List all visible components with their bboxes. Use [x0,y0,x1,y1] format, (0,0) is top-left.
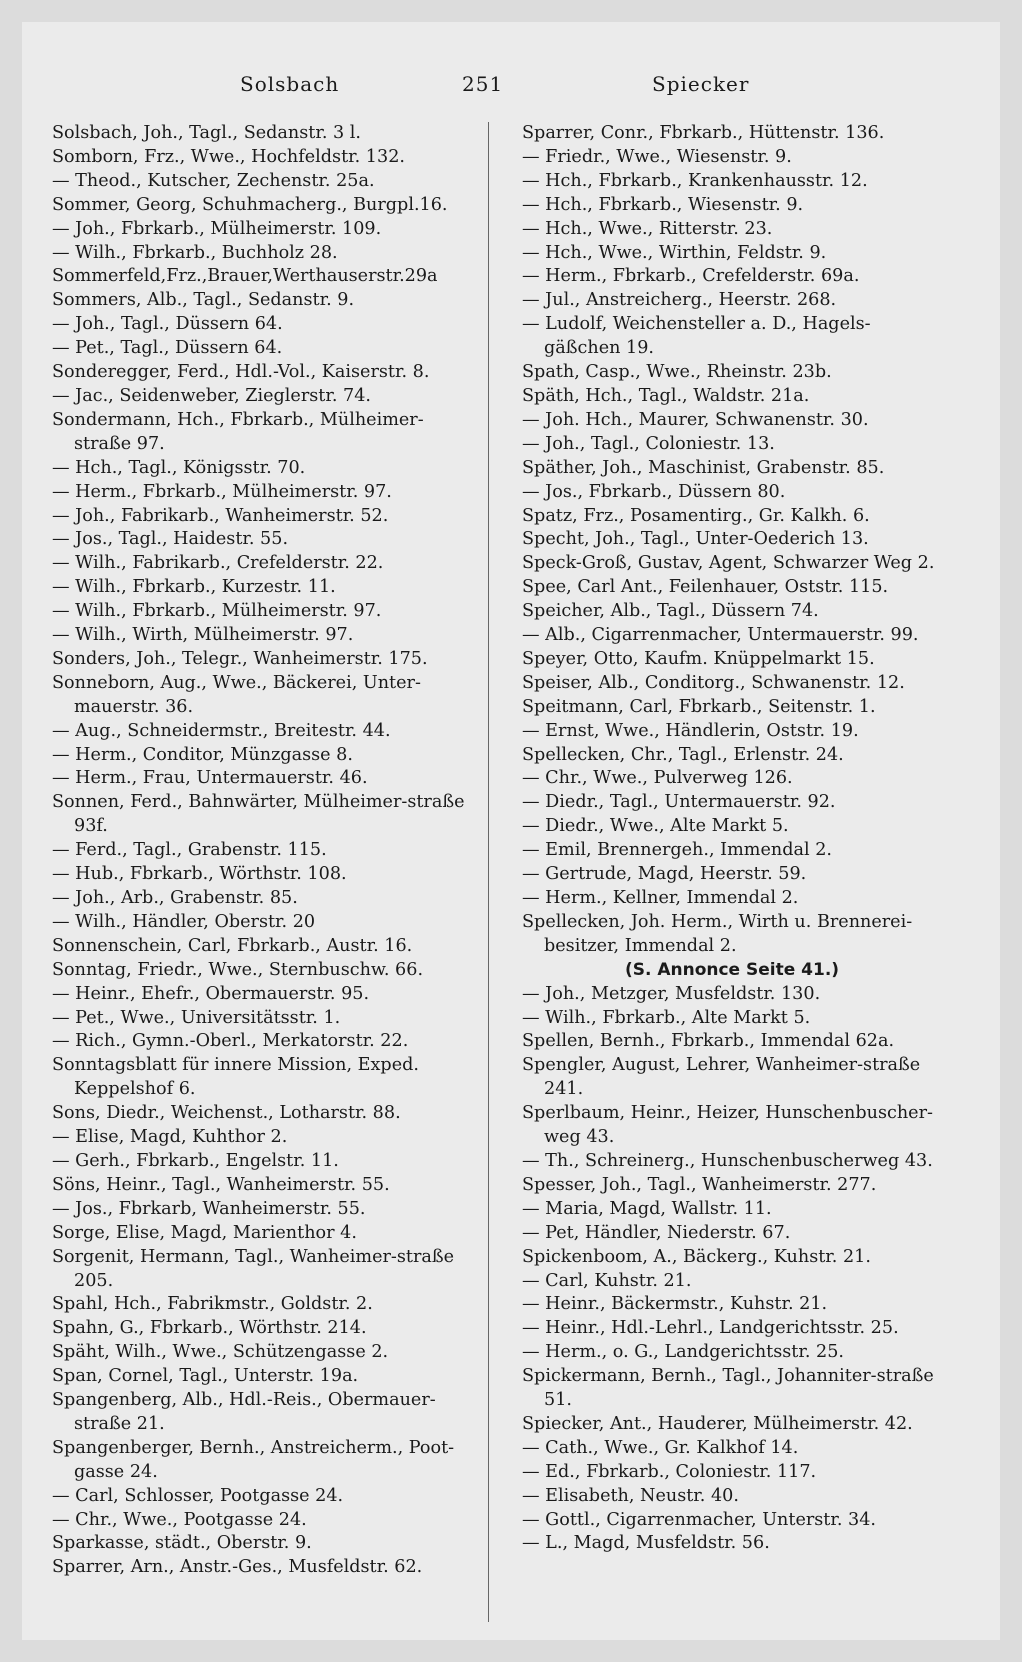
directory-entry: — Hch., Fbrkarb., Krankenhausstr. 12. [522,170,868,191]
directory-entry: — Cath., Wwe., Gr. Kalkhof 14. [522,1437,799,1458]
directory-entry: — Joh. Hch., Maurer, Schwanenstr. 30. [522,409,869,430]
directory-entry: — Jos., Fbrkarb, Wanheimerstr. 55. [52,1198,366,1219]
directory-entry: — Ed., Fbrkarb., Coloniestr. 117. [522,1461,817,1482]
directory-entry: Spahl, Hch., Fabrikmstr., Goldstr. 2. [52,1294,373,1315]
directory-entry: Sommer, Georg, Schuhmacherg., Burgpl.16. [52,194,448,215]
directory-entry: — Herm., Kellner, Immendal 2. [522,888,799,908]
directory-entry: — Ernst, Wwe., Händlerin, Oststr. 19. [522,720,859,741]
directory-entry: Somborn, Frz., Wwe., Hochfeldstr. 132. [52,146,405,167]
directory-entry: — Carl, Kuhstr. 21. [522,1270,692,1291]
directory-entry: Sorge, Elise, Magd, Marienthor 4. [52,1222,357,1243]
directory-entry: — Hch., Fbrkarb., Wiesenstr. 9. [522,194,804,215]
directory-entry: — Rich., Gymn.-Oberl., Merkatorstr. 22. [52,1031,409,1052]
directory-entry: — Gertrude, Magd, Heerstr. 59. [522,864,807,885]
directory-entry: Spellecken, Chr., Tagl., Erlenstr. 24. [522,744,844,765]
directory-entry: Sonders, Joh., Telegr., Wanheimerstr. 175. [52,648,428,669]
directory-entry: — Joh., Arb., Grabenstr. 85. [52,888,298,908]
directory-entry: Späht, Wilh., Wwe., Schützengasse 2. [52,1342,389,1363]
directory-entry: Sonnen, Ferd., Bahnwärter, Mülheimer-straße 93f. [52,792,465,837]
directory-entry: — Carl, Schlosser, Pootgasse 24. [52,1485,344,1506]
directory-entry: Sommers, Alb., Tagl., Sedanstr. 9. [52,290,355,311]
directory-entry: — Wilh., Fabrikarb., Crefelderstr. 22. [52,553,384,574]
directory-entry: — Ferd., Tagl., Grabenstr. 115. [52,840,327,861]
directory-entry: Speck-Groß, Gustav, Agent, Schwarzer Weg 2. [522,553,935,574]
directory-entry: Spesser, Joh., Tagl., Wanheimerstr. 277. [522,1174,877,1195]
directory-entry: — Ludolf, Weichensteller a. D., Hagels-gäßchen 19. [522,314,871,359]
directory-entry: — Herm., Fbrkarb., Mülheimerstr. 97. [52,481,392,502]
directory-entry: Sparrer, Arn., Anstr.-Ges., Musfeldstr. 62. [52,1557,423,1578]
directory-entry: — Chr., Wwe., Pulverweg 126. [522,768,793,789]
directory-entry: Speicher, Alb., Tagl., Düssern 74. [522,601,819,622]
directory-entry: — Jul., Anstreicherg., Heerstr. 268. [522,290,837,311]
directory-entry: — Gottl., Cigarrenmacher, Unterstr. 34. [522,1509,877,1530]
directory-entry: Speyer, Otto, Kaufm. Knüppelmarkt 15. [522,648,875,669]
directory-entry: — Wilh., Fbrkarb., Mülheimerstr. 97. [52,601,382,622]
directory-entry: Span, Cornel, Tagl., Unterstr. 19a. [52,1366,359,1387]
page-header [22,72,1000,112]
directory-entry: Spellen, Bernh., Fbrkarb., Immendal 62a. [522,1031,895,1052]
directory-entry: Spahn, G., Fbrkarb., Wörthstr. 214. [52,1318,367,1339]
directory-entry: — Pet., Wwe., Universitätsstr. 1. [52,1007,341,1028]
directory-entry: — Pet., Tagl., Düssern 64. [52,338,283,359]
directory-entry: — Herm., Frau, Untermauerstr. 46. [52,768,368,789]
directory-entry: Sparkasse, städt., Oberstr. 9. [52,1533,312,1554]
directory-entry: — Jac., Seidenweber, Zieglerstr. 74. [52,385,371,406]
directory-entry: — Friedr., Wwe., Wiesenstr. 9. [522,146,792,167]
directory-entry: Speiser, Alb., Conditorg., Schwanenstr. 12. [522,672,905,693]
directory-entry: Sons, Diedr., Weichenst., Lotharstr. 88. [52,1103,401,1124]
directory-entry: — Jos., Fbrkarb., Düssern 80. [522,481,786,502]
directory-entry: — Elise, Magd, Kuhthor 2. [52,1127,288,1148]
directory-entry: — L., Magd, Musfeldstr. 56. [522,1533,770,1554]
directory-entry: — Diedr., Tagl., Untermauerstr. 92. [522,792,836,813]
directory-entry: Spath, Casp., Wwe., Rheinstr. 23b. [522,362,832,383]
directory-entry: Sonntagsblatt für innere Mission, Exped. Keppelshof 6. [52,1055,419,1100]
directory-entry: Spatz, Frz., Posamentirg., Gr. Kalkh. 6. [522,505,870,526]
directory-entry: Sonntag, Friedr., Wwe., Sternbuschw. 66. [52,959,424,980]
directory-entry: — Jos., Tagl., Haidestr. 55. [52,529,289,550]
directory-entry: — Emil, Brennergeh., Immendal 2. [522,840,832,861]
directory-entry: Söns, Heinr., Tagl., Wanheimerstr. 55. [52,1174,390,1195]
right-column [522,122,942,1556]
directory-entry: Sommerfeld,Frz.,Brauer,Werthauserstr.29a [52,266,438,287]
page-number: 251 [462,72,504,96]
directory-page [22,22,1000,1640]
directory-entry: — Herm., o. G., Landgerichtsstr. 25. [522,1342,844,1363]
header-left-keyword: Solsbach [240,72,340,96]
directory-entry: Solsbach, Joh., Tagl., Sedanstr. 3 l. [52,123,362,143]
header-right-keyword: Spiecker [652,72,750,96]
directory-entry: — Gerh., Fbrkarb., Engelstr. 11. [52,1150,339,1171]
directory-entry: — Wilh., Händler, Oberstr. 20 [52,911,316,932]
directory-entry: — Wilh., Wirth, Mülheimerstr. 97. [52,625,354,646]
directory-entry: Spickermann, Bernh., Tagl., Johanniter-straße 51. [522,1366,934,1411]
directory-entry: Sperlbaum, Heinr., Heizer, Hunschenbuscher-weg 43. [522,1103,933,1148]
directory-entry: Sonneborn, Aug., Wwe., Bäckerei, Unter-mauerstr. 36. [52,672,421,717]
directory-entry: Specht, Joh., Tagl., Unter-Oederich 13. [522,529,869,550]
directory-entry: Spee, Carl Ant., Feilenhauer, Oststr. 115. [522,577,889,598]
directory-entry: — Wilh., Fbrkarb., Kurzestr. 11. [52,577,336,598]
directory-entry: — Wilh., Fbrkarb., Buchholz 28. [52,242,338,263]
directory-entry: — Joh., Tagl., Coloniestr. 13. [522,433,775,454]
directory-entry: — Wilh., Fbrkarb., Alte Markt 5. [522,1007,811,1028]
directory-entry: — Joh., Fbrkarb., Mülheimerstr. 109. [52,218,382,239]
directory-entry: — Herm., Conditor, Münzgasse 8. [52,744,353,765]
directory-entry: — Th., Schreinerg., Hunschenbuscherweg 43. [522,1150,933,1171]
directory-entry: Speitmann, Carl, Fbrkarb., Seitenstr. 1. [522,696,876,717]
directory-entry: — Chr., Wwe., Pootgasse 24. [52,1509,307,1530]
directory-entry: — Hch., Wwe., Wirthin, Feldstr. 9. [522,242,827,263]
directory-entry: — Theod., Kutscher, Zechenstr. 25a. [52,170,375,191]
directory-entry: Spickenboom, A., Bäckerg., Kuhstr. 21. [522,1246,871,1267]
directory-entry: — Joh., Fabrikarb., Wanheimerstr. 52. [52,505,389,526]
directory-entry: — Heinr., Hdl.-Lehrl., Landgerichtsstr. 25. [522,1318,899,1339]
directory-entry: Sonderegger, Ferd., Hdl.-Vol., Kaiserstr. 8. [52,362,430,383]
directory-entry: — Hub., Fbrkarb., Wörthstr. 108. [52,864,347,885]
directory-entry: — Aug., Schneidermstr., Breitestr. 44. [52,720,391,741]
directory-entry: — Elisabeth, Neustr. 40. [522,1485,739,1506]
directory-entry: — Herm., Fbrkarb., Crefelderstr. 69a. [522,266,860,287]
directory-entry: — Maria, Magd, Wallstr. 11. [522,1198,772,1219]
directory-entry: Sondermann, Hch., Fbrkarb., Mülheimer-straße 97. [52,409,424,454]
directory-entry: — Heinr., Ehefr., Obermauerstr. 95. [52,983,370,1004]
directory-entry: Spellecken, Joh. Herm., Wirth u. Brennerei-besitzer, Immendal 2. [522,911,913,956]
directory-entry: Sparrer, Conr., Fbrkarb., Hüttenstr. 136. [522,123,885,143]
directory-entry: Spangenberger, Bernh., Anstreicherm., Poot-gasse 24. [52,1437,455,1482]
directory-entry: — Pet, Händler, Niederstr. 67. [522,1222,791,1243]
directory-entry: — Alb., Cigarrenmacher, Untermauerstr. 99. [522,625,919,646]
directory-entry: Sorgenit, Hermann, Tagl., Wanheimer-straße 205. [52,1246,455,1291]
directory-entry: (S. Annonce Seite 41.) [624,959,840,980]
column-divider [488,122,489,1622]
directory-entry: — Hch., Tagl., Königsstr. 70. [52,457,306,478]
left-column [52,122,472,1580]
directory-entry: Späth, Hch., Tagl., Waldstr. 21a. [522,385,810,406]
directory-entry: Sonnenschein, Carl, Fbrkarb., Austr. 16. [52,935,413,956]
directory-entry: Spangenberg, Alb., Hdl.-Reis., Obermauer-straße 21. [52,1390,436,1434]
directory-entry: Späther, Joh., Maschinist, Grabenstr. 85. [522,457,885,478]
directory-entry: — Diedr., Wwe., Alte Markt 5. [522,816,789,837]
directory-entry: Spengler, August, Lehrer, Wanheimer-straße 241. [522,1055,921,1100]
directory-entry: — Heinr., Bäckermstr., Kuhstr. 21. [522,1294,828,1315]
directory-entry: — Hch., Wwe., Ritterstr. 23. [522,218,773,239]
directory-entry: — Joh., Metzger, Musfeldstr. 130. [522,983,821,1004]
directory-entry: — Joh., Tagl., Düssern 64. [52,314,283,335]
directory-entry: Spiecker, Ant., Hauderer, Mülheimerstr. 42. [522,1413,913,1434]
